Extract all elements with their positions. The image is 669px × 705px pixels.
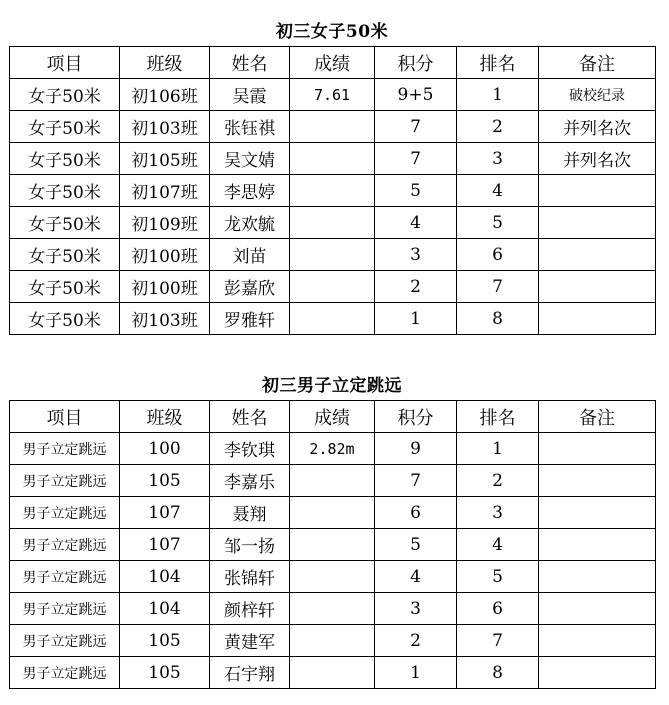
- cell-class: 105: [120, 625, 210, 657]
- cell-event: 女子50米: [10, 175, 120, 207]
- cell-note: [539, 657, 656, 689]
- cell-score: [290, 497, 375, 529]
- cell-event: 男子立定跳远: [10, 561, 120, 593]
- cell-rank: 4: [457, 175, 539, 207]
- header-name: 姓名: [210, 47, 290, 79]
- cell-rank: 5: [457, 561, 539, 593]
- cell-name: 聂翔: [210, 497, 290, 529]
- cell-note: [539, 465, 656, 497]
- header-note: 备注: [539, 401, 656, 433]
- cell-event: 女子50米: [10, 303, 120, 335]
- cell-note: [539, 497, 656, 529]
- cell-name: 彭嘉欣: [210, 271, 290, 303]
- girls-50m-section: [9, 18, 655, 335]
- cell-name: 罗雅轩: [210, 303, 290, 335]
- cell-points: 7: [375, 143, 457, 175]
- cell-rank: 6: [457, 239, 539, 271]
- cell-note: [539, 593, 656, 625]
- cell-note: [539, 207, 656, 239]
- cell-points: 7: [375, 111, 457, 143]
- header-class: 班级: [120, 401, 210, 433]
- cell-score: [290, 529, 375, 561]
- cell-score: [290, 593, 375, 625]
- cell-rank: 7: [457, 625, 539, 657]
- cell-points: 3: [375, 239, 457, 271]
- boys-standing-jump-table: [9, 400, 656, 689]
- cell-score: [290, 271, 375, 303]
- cell-note: 破校纪录: [539, 79, 656, 111]
- cell-points: 2: [375, 625, 457, 657]
- cell-class: 105: [120, 657, 210, 689]
- cell-rank: 2: [457, 111, 539, 143]
- header-row: [10, 401, 656, 433]
- cell-score: [290, 207, 375, 239]
- table-row: [10, 497, 656, 529]
- table-row: [10, 625, 656, 657]
- cell-points: 4: [375, 561, 457, 593]
- cell-name: 龙欢毓: [210, 207, 290, 239]
- table-row: [10, 465, 656, 497]
- cell-event: 女子50米: [10, 239, 120, 271]
- cell-points: 9+5: [375, 79, 457, 111]
- cell-rank: 3: [457, 143, 539, 175]
- cell-event: 男子立定跳远: [10, 433, 120, 465]
- cell-note: [539, 303, 656, 335]
- cell-event: 男子立定跳远: [10, 625, 120, 657]
- table-row: [10, 303, 656, 335]
- header-name: 姓名: [210, 401, 290, 433]
- cell-name: 吴文婧: [210, 143, 290, 175]
- table-row: [10, 79, 656, 111]
- header-rank: 排名: [457, 47, 539, 79]
- table-row: [10, 433, 656, 465]
- cell-event: 男子立定跳远: [10, 529, 120, 561]
- cell-score: [290, 303, 375, 335]
- cell-name: 吴霞: [210, 79, 290, 111]
- cell-note: [539, 625, 656, 657]
- cell-score: [290, 143, 375, 175]
- table-row: [10, 175, 656, 207]
- cell-class: 初107班: [120, 175, 210, 207]
- cell-points: 6: [375, 497, 457, 529]
- cell-note: [539, 239, 656, 271]
- cell-score: 7.61: [290, 79, 375, 111]
- header-note: 备注: [539, 47, 656, 79]
- cell-name: 李钦琪: [210, 433, 290, 465]
- cell-class: 初105班: [120, 143, 210, 175]
- cell-note: [539, 433, 656, 465]
- cell-event: 男子立定跳远: [10, 657, 120, 689]
- cell-event: 女子50米: [10, 271, 120, 303]
- cell-class: 初100班: [120, 271, 210, 303]
- header-rank: 排名: [457, 401, 539, 433]
- cell-score: [290, 465, 375, 497]
- cell-points: 7: [375, 465, 457, 497]
- cell-name: 石宇翔: [210, 657, 290, 689]
- cell-points: 1: [375, 657, 457, 689]
- header-event: 项目: [10, 401, 120, 433]
- cell-event: 女子50米: [10, 143, 120, 175]
- cell-rank: 4: [457, 529, 539, 561]
- table-row: [10, 271, 656, 303]
- cell-name: 刘苗: [210, 239, 290, 271]
- cell-score: [290, 657, 375, 689]
- table-row: [10, 207, 656, 239]
- table-row: [10, 529, 656, 561]
- cell-note: [539, 529, 656, 561]
- cell-note: [539, 561, 656, 593]
- header-score: 成绩: [290, 47, 375, 79]
- cell-name: 李嘉乐: [210, 465, 290, 497]
- header-score: 成绩: [290, 401, 375, 433]
- cell-name: 张钰祺: [210, 111, 290, 143]
- cell-class: 初103班: [120, 303, 210, 335]
- cell-class: 初103班: [120, 111, 210, 143]
- cell-score: 2.82m: [290, 433, 375, 465]
- cell-rank: 1: [457, 433, 539, 465]
- cell-note: [539, 175, 656, 207]
- cell-rank: 2: [457, 465, 539, 497]
- cell-event: 女子50米: [10, 79, 120, 111]
- cell-class: 初106班: [120, 79, 210, 111]
- cell-rank: 8: [457, 303, 539, 335]
- table-row: [10, 143, 656, 175]
- cell-points: 1: [375, 303, 457, 335]
- header-row: [10, 47, 656, 79]
- cell-name: 李思婷: [210, 175, 290, 207]
- cell-name: 黄建军: [210, 625, 290, 657]
- cell-name: 张锦轩: [210, 561, 290, 593]
- table-row: [10, 657, 656, 689]
- cell-name: 颜梓轩: [210, 593, 290, 625]
- cell-points: 5: [375, 529, 457, 561]
- cell-rank: 6: [457, 593, 539, 625]
- header-event: 项目: [10, 47, 120, 79]
- cell-event: 男子立定跳远: [10, 593, 120, 625]
- cell-note: 并列名次: [539, 111, 656, 143]
- girls-50m-table: [9, 46, 656, 335]
- girls-50m-title: 初三女子50米: [275, 22, 389, 42]
- header-points: 积分: [375, 401, 457, 433]
- cell-rank: 8: [457, 657, 539, 689]
- cell-event: 男子立定跳远: [10, 497, 120, 529]
- cell-points: 9: [375, 433, 457, 465]
- cell-score: [290, 561, 375, 593]
- cell-rank: 5: [457, 207, 539, 239]
- cell-class: 104: [120, 561, 210, 593]
- cell-note: [539, 271, 656, 303]
- cell-class: 104: [120, 593, 210, 625]
- cell-note: 并列名次: [539, 143, 656, 175]
- boys-standing-jump-title: 初三男子立定跳远: [262, 376, 402, 396]
- cell-rank: 3: [457, 497, 539, 529]
- table-row: [10, 111, 656, 143]
- table-row: [10, 593, 656, 625]
- cell-points: 2: [375, 271, 457, 303]
- cell-event: 女子50米: [10, 111, 120, 143]
- boys-standing-jump-section: [9, 372, 655, 689]
- table-row: [10, 239, 656, 271]
- header-class: 班级: [120, 47, 210, 79]
- cell-score: [290, 239, 375, 271]
- cell-score: [290, 625, 375, 657]
- table-row: [10, 561, 656, 593]
- cell-score: [290, 111, 375, 143]
- cell-class: 初109班: [120, 207, 210, 239]
- cell-name: 邹一扬: [210, 529, 290, 561]
- cell-class: 105: [120, 465, 210, 497]
- cell-points: 3: [375, 593, 457, 625]
- cell-points: 5: [375, 175, 457, 207]
- cell-class: 107: [120, 497, 210, 529]
- cell-points: 4: [375, 207, 457, 239]
- cell-class: 初100班: [120, 239, 210, 271]
- cell-event: 男子立定跳远: [10, 465, 120, 497]
- cell-rank: 7: [457, 271, 539, 303]
- header-points: 积分: [375, 47, 457, 79]
- cell-class: 100: [120, 433, 210, 465]
- cell-score: [290, 175, 375, 207]
- cell-rank: 1: [457, 79, 539, 111]
- cell-event: 女子50米: [10, 207, 120, 239]
- cell-class: 107: [120, 529, 210, 561]
